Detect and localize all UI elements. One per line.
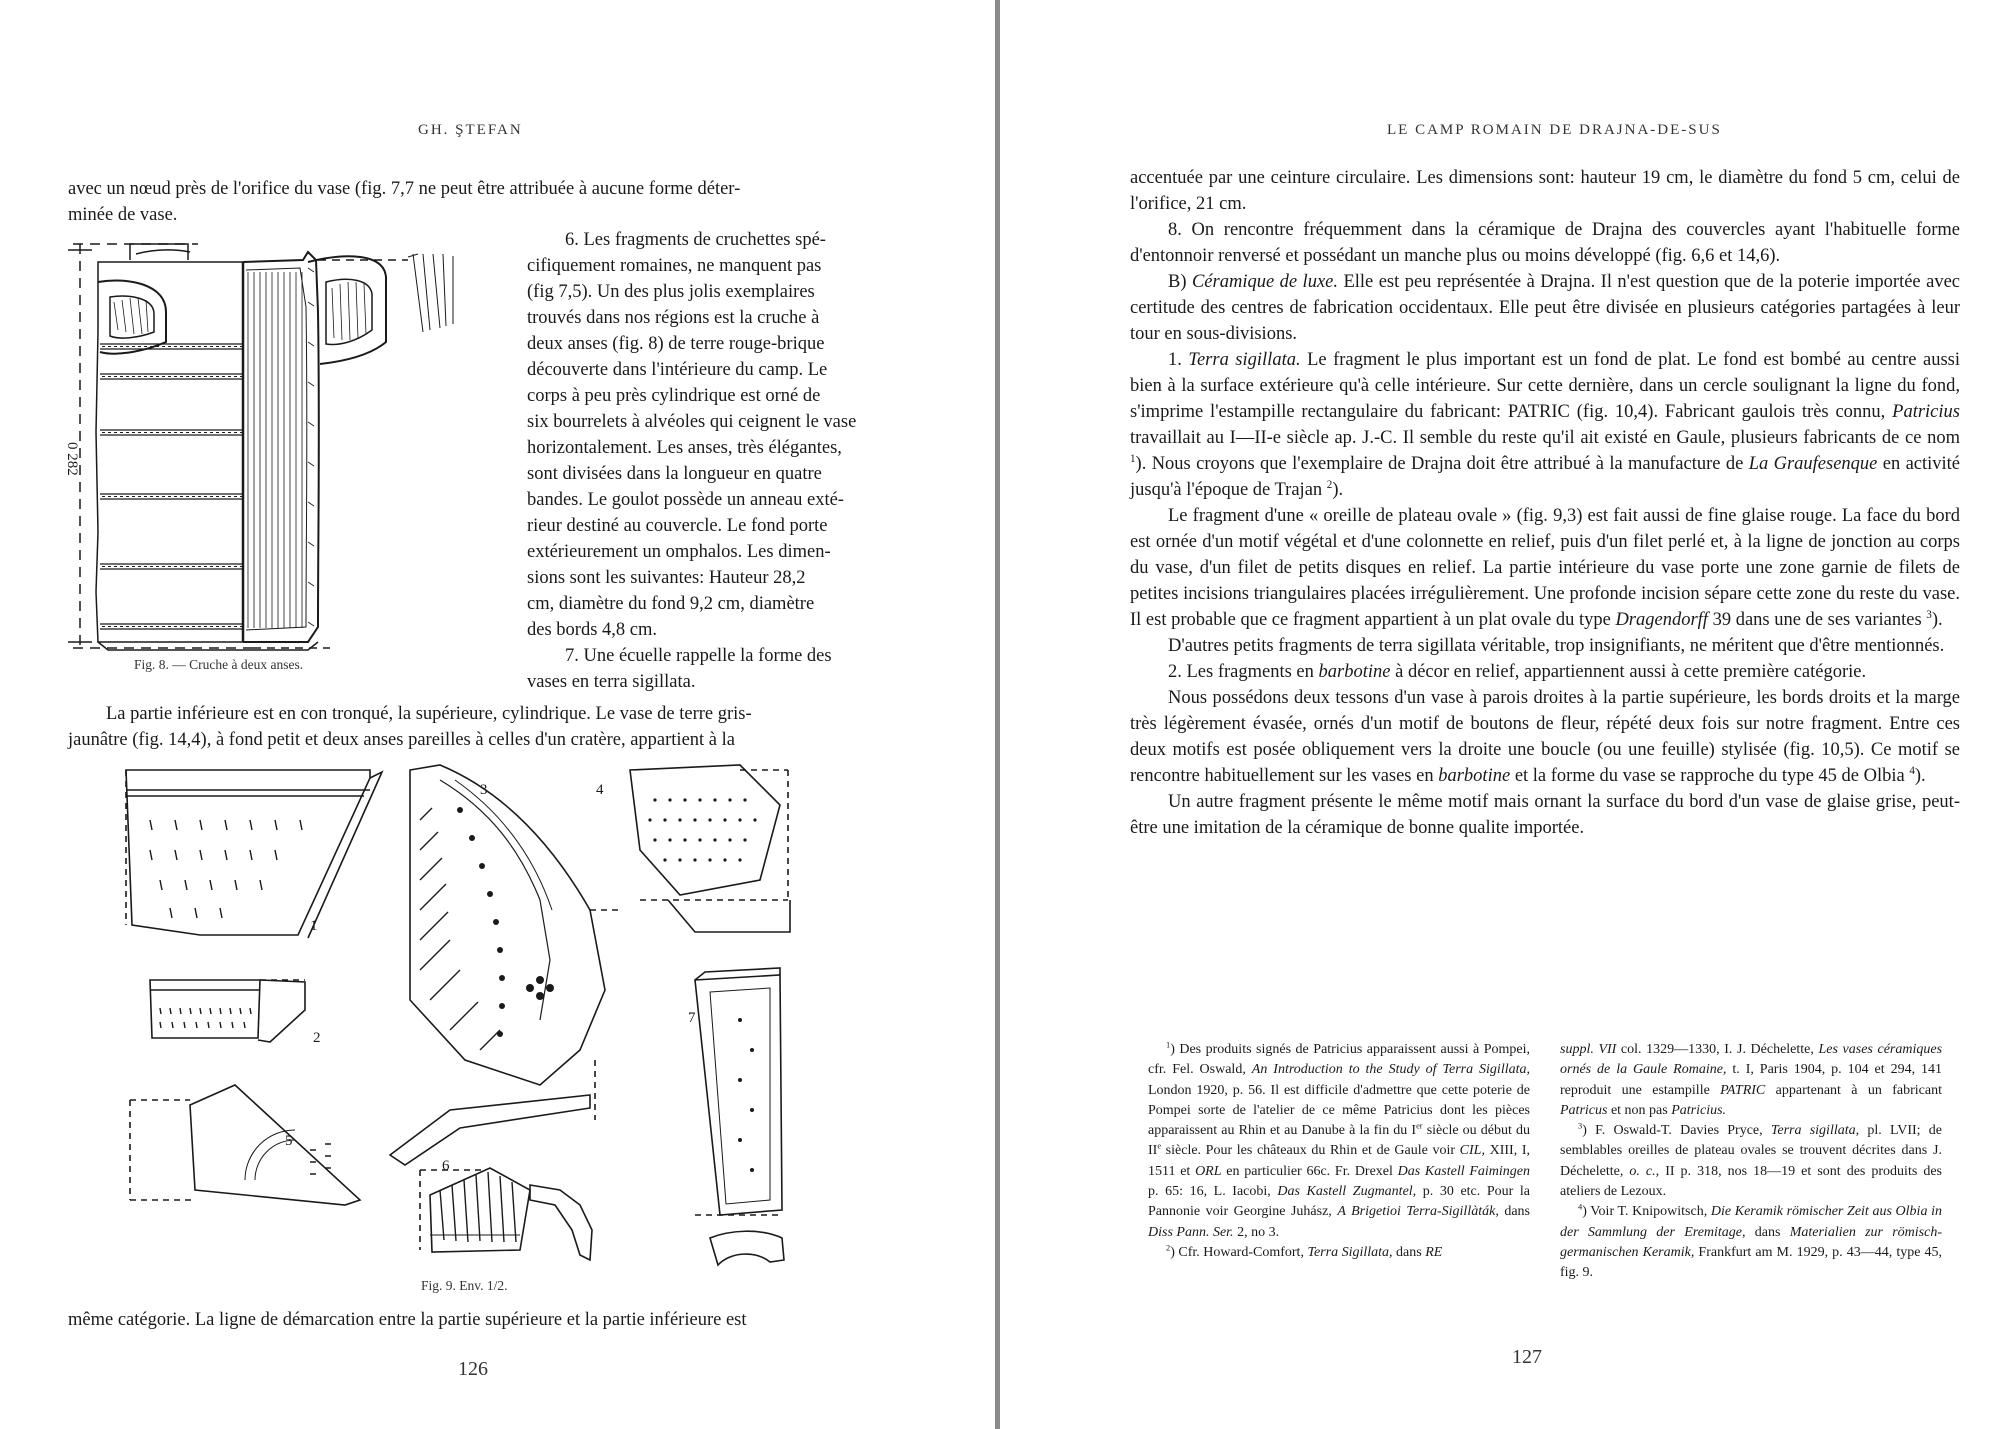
- sherd-decoration: [150, 808, 516, 1242]
- running-head-left: GH. ŞTEFAN: [418, 122, 523, 138]
- text-line: extérieurement un omphalos. Les dimen-: [527, 542, 831, 562]
- footnotes-right-column: suppl. VII col. 1329—1330, I. J. Déchelette, Les vases céramiques ornés de la Gaule Romaine, t. I, Paris 1904, p. 104 et 294, 141 reproduit une estampille PATRIC appartenant à un fabricant Patricus et non pas Patricius. $^3$) F. Oswald-T. Davies Pryce, Terra sigillata, pl. LVII; de semblables oreilles de plateau ovales se trouvent décrites dans J. Déchelette, o. c., II p. 318, nos 18—19 et sont des produits des ateliers de Lezoux. $^4$) Voir T. Knipowitsch, Die Keramik römischer Zeit aus Olbia in der Sammlung der Eremitage, dans Materialien zur römisch-germanischen Keramik, Frankfurt am M. 1929, p. 43—44, type 45, fig. 9.: [1560, 1042, 1943, 1281]
- figure-9-sherds-drawing: [120, 760, 800, 1300]
- right-page-body: accentuée par une ceinture circulaire. Les dimensions sont: hauteur 19 cm, le diamètre du fond 5 cm, celui de l'orifice, 21 cm. 8. On rencontre fréquemment dans la céramique de Drajna des couvercles ayant l'habituelle forme d'entonnoir renversé et possédant un manche plus ou moins développé (fig. 6,6 et 14,6). B) Céramique de luxe. Elle est peu représentée à Drajna. Il n'est question que de la poterie importée avec certitude des centres de fabrication occidentaux. Elle peut être divisée en plusieurs catégories partagées à leur tour en sous-divisions. 1. Terra sigillata. Le fragment le plus important est un fond de plat. Le fond est bombé au centre aussi bien à la surface extérieure qu'à celle intérieure. Sur cette dernière, dans un cercle soulignant la ligne du fond, s'imprime l'estampille rectangulaire du fabricant: PATRIC (fig. 10,4). Fabricant gaulois très connu, Patricius travaillait au I—II-e siècle ap. J.-C. Il semble du reste qu'il ait existé en Gaule, plusieurs fabricants de ce nom $^1$). Nous croyons que l'exemplaire de Drajna doit être attribué à la manufacture de La Graufesenque en activité jusqu'à l'époque de Trajan $^2$). Le fragment d'une « oreille de plateau ovale » (fig. 9,3) est fait aussi de fine glaise rouge. La face du bord est ornée d'un motif végétal et d'une colonnette en relief, puis d'un filet perlé et, à la ligne de jonction au corps du vase, d'un filet de petits disques en relief. La partie intérieure du vase porte une zone garnie de filets de petites incisions triangulaires placées irrégulièrement. Une profonde incision sépare cette zone du reste du vase. Il est probable que ce fragment appartient à un plat ovale du type Dragendorff 39 dans une de ses variantes $^3$). D'autres petits fragments de terra sigillata véritable, trop insignifiants, ne méritent que d'être mentionnés. 2. Les fragments en barbotine à décor en relief, appartiennent aussi à cette première catégorie. Nous possédons deux tessons d'un vase à parois droites à la partie supérieure, les bords droits et la marge très légèrement évasée, ornés d'un motif de boutons de fleur, répété deux fois sur notre fragment. Entre ces deux motifs est posée obliquement vers la droite une boucle (ou une feuille) stylisée (fig. 10,5). Ce motif se rencontre habituellement sur les vases en barbotine et la forme du vase se rapproche du type 45 de Olbia $^4$). Un autre fragment présente le même motif mais ornant la surface du bord d'un vase de glaise grise, peut-être une imitation de la céramique de bonne qualite importée.: [1130, 168, 1961, 838]
- text-line: cm, diamètre du fond 9,2 cm, diamètre: [527, 594, 815, 614]
- paragraph-6: [527, 227, 889, 695]
- fig9-number-3: 3: [480, 782, 488, 798]
- closing-line: même catégorie. La ligne de démarcation entre la partie supérieure et la partie inférieure est: [68, 1310, 747, 1330]
- fig8-caption: Fig. 8. — Cruche à deux anses.: [134, 657, 304, 672]
- text-line: jaunâtre (fig. 14,4), à fond petit et deux anses pareilles à celles d'un cratère, appartient à la: [68, 730, 735, 750]
- sherd-1: [126, 770, 370, 935]
- fig9-number-5: 5: [285, 1133, 293, 1149]
- right-page: [1000, 0, 2000, 1429]
- text-line: corps à peu près cylindrique est orné de: [527, 386, 821, 406]
- text-line: horizontalement. Les anses, très élégantes,: [527, 438, 842, 458]
- text-line: deux anses (fig. 8) de terre rouge-brique: [527, 334, 825, 354]
- text-line: sont divisées dans la longueur en quatre: [527, 464, 822, 484]
- text-line: rieur destiné au couvercle. Le fond porte: [527, 516, 828, 536]
- figure-8-jug-drawing: [64, 232, 498, 652]
- text-line: six bourrelets à alvéoles qui ceignent le vase: [527, 412, 857, 432]
- footnotes-left-column: $^1$) Des produits signés de Patricius apparaissent aussi à Pompei, cfr. Fel. Oswald, An Introduction to the Study of Terra Sigillata, London 1920, p. 56. Il est difficile d'admettre que cette poterie de Pompei sorte de l'atelier de ce même Patricius dont les pièces apparaissent au Rhin et au Danube à la fin du Ier siècle ou début du IIe siècle. Pour les châteaux du Rhin et de Gaule voir CIL, XIII, I, 1511 et ORL en particulier 66c. Fr. Drexel Das Kastell Faimingen p. 65: 16, L. Iacobi, Das Kastell Zugmantel, p. 30 etc. Pour la Pannonie voir Georgine Juhász, A Brigetioi Terra-Sigillàták, dans Diss Pann. Ser. 2, no 3. $^2$) Cfr. Howard-Comfort, Terra Sigillata, dans RE: [1148, 1040, 1530, 1260]
- text-line: découverte dans l'intérieure du camp. Le: [527, 360, 828, 380]
- text-line: trouvés dans nos régions est la cruche à: [527, 308, 820, 328]
- text-line: des bords 4,8 cm.: [527, 620, 657, 640]
- fig9-caption: Fig. 9. Env. 1/2.: [421, 1278, 508, 1293]
- text-line: (fig 7,5). Un des plus jolis exemplaires: [527, 282, 815, 302]
- text-line: cifiquement romaines, ne manquent pas: [527, 256, 822, 276]
- text-line: 7. Une écuelle rappelle la forme des: [565, 646, 832, 666]
- text-line: sions sont les suivantes: Hauteur 28,2: [527, 568, 806, 588]
- page-number-left: 126: [458, 1358, 488, 1380]
- fig9-number-7: 7: [688, 1010, 696, 1026]
- fig9-number-4: 4: [596, 782, 604, 798]
- paragraph-after-fig8: [68, 701, 890, 753]
- fig9-number-1: 1: [310, 918, 318, 934]
- page-number-right: 127: [1512, 1346, 1542, 1368]
- text-line: avec un nœud près de l'orifice du vase (fig. 7,7 ne peut être attribuée à aucune forme déter-: [68, 179, 741, 199]
- running-head-right: LE CAMP ROMAIN DE DRAJNA-DE-SUS: [1387, 122, 1722, 138]
- fig8-dimension-label: 0 282: [64, 442, 80, 476]
- text-line: bandes. Le goulot possède un anneau exté-: [527, 490, 844, 510]
- text-line: La partie inférieure est en con tronqué, la supérieure, cylindrique. Le vase de terre gris-: [106, 704, 752, 724]
- text-line: 6. Les fragments de cruchettes spé-: [565, 230, 826, 250]
- left-page: [0, 0, 995, 1429]
- text-line: minée de vase.: [68, 205, 178, 225]
- intro-paragraph: [68, 176, 890, 228]
- fig9-number-6: 6: [442, 1158, 450, 1174]
- fig9-number-2: 2: [313, 1030, 321, 1046]
- text-line: vases en terra sigillata.: [527, 672, 696, 692]
